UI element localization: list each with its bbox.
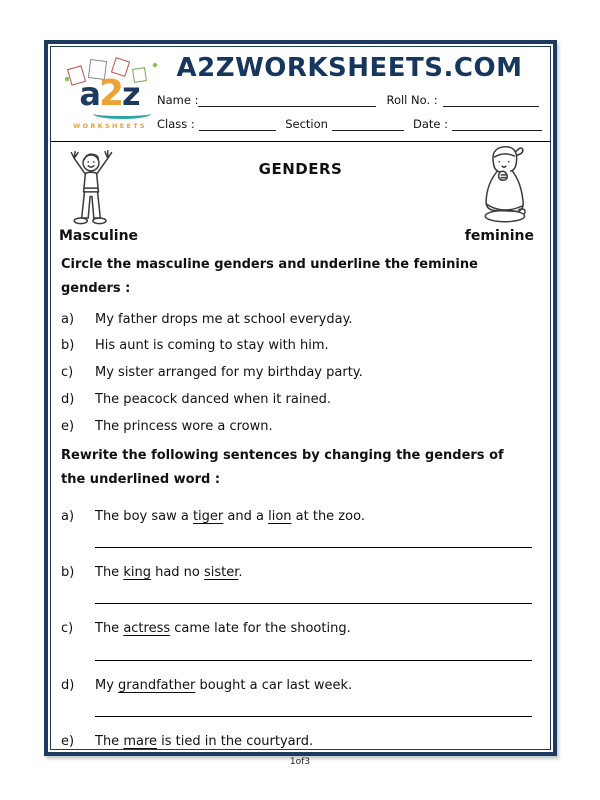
- header-right: [157, 53, 542, 131]
- date-label: Date :: [412, 117, 448, 131]
- question-item: [61, 365, 540, 381]
- name-label: Name :: [157, 93, 199, 107]
- question-letter: c): [61, 621, 74, 637]
- site-title: A2ZWORKSHEETS.COM: [176, 53, 523, 83]
- name-blank-line: [198, 95, 376, 107]
- answer-line: [95, 603, 532, 604]
- logo-letter-a: a: [79, 75, 101, 113]
- class-label: Class :: [157, 117, 195, 131]
- worksheet-content: [51, 253, 550, 750]
- worksheet-page-border: [44, 40, 557, 756]
- question-text: The princess wore a crown.: [95, 418, 273, 434]
- question-item: [61, 734, 540, 750]
- page-number: 1of3: [289, 757, 311, 767]
- roll-no-label: Roll No. :: [386, 93, 438, 107]
- section2-instruction: Rewrite the following sentences by changing the genders of the underlined word :: [61, 447, 504, 487]
- header: [51, 47, 550, 137]
- question-letter: b): [61, 565, 75, 581]
- answer-line: [95, 660, 532, 661]
- question-item: [61, 312, 540, 328]
- question-letter: e): [61, 733, 75, 749]
- section1-instruction: Circle the masculine genders and underline the feminine genders :: [61, 257, 478, 297]
- question-text: The boy saw a tiger and a lion at the zoo.: [95, 508, 365, 524]
- question-letter: b): [61, 338, 75, 354]
- worksheet-title: GENDERS: [258, 160, 343, 178]
- question-text: The mare is tied in the courtyard.: [95, 733, 314, 749]
- roll-no-blank-line: [443, 95, 539, 107]
- answer-line: [95, 547, 532, 548]
- question-item: [61, 419, 540, 435]
- question-item: [61, 621, 540, 637]
- a2z-logo: [59, 59, 161, 137]
- student-fields-row-2: [157, 117, 542, 131]
- question-letter: d): [61, 677, 75, 693]
- gender-figures-row: [51, 142, 550, 244]
- class-blank-line: [199, 119, 276, 131]
- question-item: [61, 392, 540, 408]
- date-blank-line: [452, 119, 542, 131]
- feminine-girl-image: [474, 142, 534, 232]
- section-label: Section: [285, 117, 328, 131]
- question-letter: a): [61, 311, 75, 327]
- question-item: [61, 678, 540, 694]
- logo-letter-z: z: [122, 75, 141, 113]
- logo-letter-2: 2: [98, 73, 125, 114]
- question-item: [61, 509, 540, 525]
- section-blank-line: [332, 119, 404, 131]
- masculine-boy-image: [63, 148, 119, 232]
- question-letter: d): [61, 391, 75, 407]
- question-letter: c): [61, 365, 74, 381]
- logo-worksheets-text: WORKSHEETS: [73, 122, 147, 130]
- masculine-caption: Masculine: [59, 228, 139, 244]
- question-item: [61, 565, 540, 581]
- question-text: The peacock danced when it rained.: [95, 391, 332, 407]
- logo-wordmark: [59, 73, 161, 114]
- question-text: My father drops me at school everyday.: [95, 311, 353, 327]
- worksheet-page: [50, 46, 551, 750]
- student-fields-row-1: [157, 93, 542, 107]
- question-letter: a): [61, 508, 75, 524]
- question-text: The actress came late for the shooting.: [95, 621, 351, 637]
- feminine-caption: feminine: [464, 228, 534, 244]
- question-text: The king had no sister.: [95, 565, 243, 581]
- question-text: His aunt is coming to stay with him.: [95, 338, 329, 354]
- question-item: [61, 338, 540, 354]
- question-text: My grandfather bought a car last week.: [95, 677, 353, 693]
- question-letter: e): [61, 418, 75, 434]
- answer-line: [95, 716, 532, 717]
- question-text: My sister arranged for my birthday party.: [95, 365, 363, 381]
